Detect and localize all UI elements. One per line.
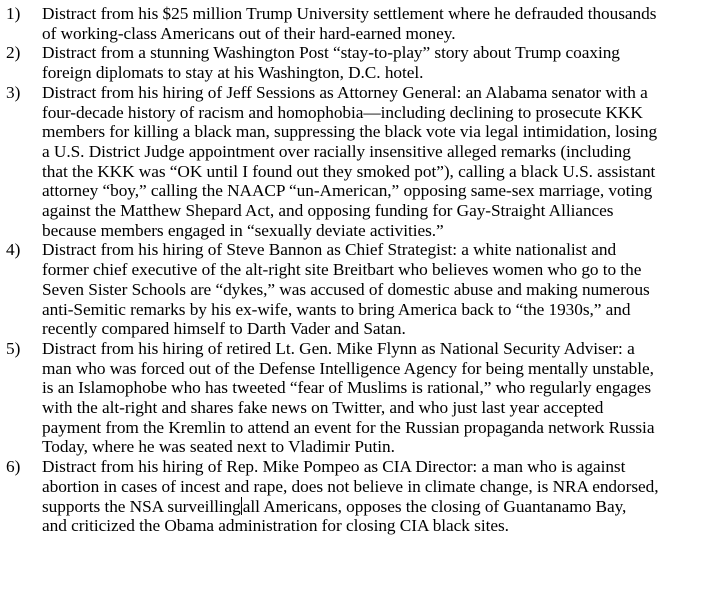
text-line: and criticized the Obama administration for closing CIA black sites. — [42, 516, 509, 536]
text-line: with the alt-right and shares fake news on Twitter, and who just last year accepted — [42, 398, 604, 418]
text-line: Distract from his hiring of Steve Bannon as Chief Strategist: a white nationalist and — [42, 240, 617, 260]
list-item-3 — [0, 83, 711, 241]
text-line: Distract from his hiring of Jeff Sessions as Attorney General: an Alabama senator with a — [42, 82, 648, 102]
list-item-1 — [0, 4, 711, 43]
text-line: Distract from his hiring of retired Lt. Gen. Mike Flynn as National Security Adviser: a — [42, 338, 635, 358]
text-line: recently compared himself to Darth Vader and Satan. — [42, 319, 406, 339]
text-line: attorney “boy,” calling the NAACP “un-American,” opposing same-sex marriage, voting — [42, 181, 653, 201]
list-number: 1) — [6, 4, 21, 23]
list-item-text — [42, 339, 711, 457]
list-item-2 — [0, 43, 711, 82]
list-number: 6) — [6, 457, 21, 477]
text-line: payment from the Kremlin to attend an event for the Russian propaganda network Russia — [42, 417, 655, 437]
text-line: Seven Sister Schools are “dykes,” was accused of domestic abuse and making numerous — [42, 279, 650, 299]
text-line: anti-Semitic remarks by his ex-wife, wants to bring America back to “the 1930s,” and — [42, 299, 631, 319]
list-item-text — [42, 240, 711, 339]
list-item-4 — [0, 240, 711, 339]
text-line: against the Matthew Shepard Act, and opposing funding for Gay-Straight Alliances — [42, 201, 614, 221]
list-number: 3) — [6, 82, 21, 102]
text-line: former chief executive of the alt-right site Breitbart who believes women who go to the — [42, 260, 642, 280]
list-number: 5) — [6, 338, 21, 358]
text-segment: all Americans, opposes the closing of Guantanamo Bay, — [242, 496, 627, 516]
list-item-text — [42, 43, 711, 82]
list-item-text — [42, 457, 711, 536]
list-item-5 — [0, 339, 711, 457]
text-line: foreign diplomats to stay at his Washington, D.C. hotel. — [42, 63, 424, 83]
text-line: members for killing a black man, suppressing the black vote via legal intimidation, losing — [42, 122, 658, 142]
list-number: 4) — [6, 240, 21, 260]
text-line-with-cursor[interactable] — [42, 497, 707, 517]
text-line: Today, where he was seated next to Vladimir Putin. — [42, 437, 395, 457]
text-line: abortion in cases of incest and rape, does not believe in climate change, is NRA endorsed, — [42, 476, 659, 496]
text-line: Distract from a stunning Washington Post “stay-to-play” story about Trump coaxing — [42, 43, 620, 63]
text-line: a U.S. District Judge appointment over racially insensitive alleged remarks (including — [42, 141, 631, 161]
text-line: four-decade history of racism and homophobia—including declining to prosecute KKK — [42, 102, 643, 122]
list-item-6 — [0, 457, 711, 536]
list-item-text — [42, 4, 711, 43]
text-line: Distract from his hiring of Rep. Mike Pompeo as CIA Director: a man who is against — [42, 457, 626, 477]
numbered-list-document — [0, 4, 711, 536]
text-line: that the KKK was “OK until I found out they smoked pot”), calling a black U.S. assistant — [42, 161, 656, 181]
list-item-text — [42, 83, 711, 241]
list-number: 2) — [6, 43, 21, 63]
text-segment: supports the NSA surveilling — [42, 496, 241, 516]
text-line: Distract from his $25 million Trump University settlement where he defrauded thousands — [42, 4, 657, 23]
text-line: man who was forced out of the Defense Intelligence Agency for being mentally unstable, — [42, 358, 654, 378]
text-line: is an Islamophobe who has tweeted “fear of Muslims is rational,” who regularly engages — [42, 378, 652, 398]
text-line: of working-class Americans out of their hard-earned money. — [42, 23, 456, 43]
text-line: because members engaged in “sexually deviate activities.” — [42, 220, 444, 240]
